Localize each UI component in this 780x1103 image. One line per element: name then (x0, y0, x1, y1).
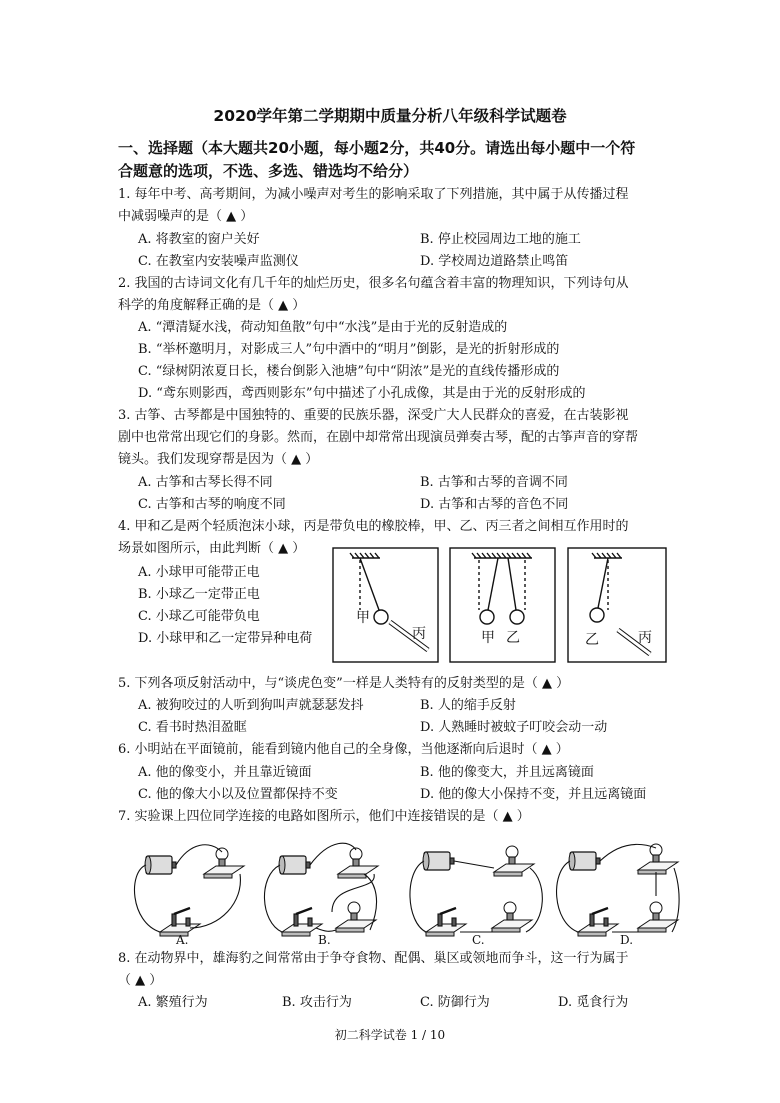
q1-option-a: A. 将教室的窗户关好 (138, 232, 260, 247)
ball-yi-3 (590, 608, 604, 622)
q4-option-c: C. 小球乙可能带负电 (138, 609, 260, 624)
circuit-a (134, 845, 244, 936)
q4-option-b: B. 小球乙一定带正电 (138, 587, 260, 602)
circuit-label-d: D. (620, 933, 634, 947)
q4-option-d: D. 小球甲和乙一定带异种电荷 (138, 631, 313, 646)
section-heading-line1: 一、选择题（本大题共20小题，每小题2分，共40分。请选出每小题中一个符 (118, 139, 636, 157)
q3-stem: 3. 古筝、古琴都是中国独特的、重要的民族乐器，深受广大人民群众的喜爱，在古装影视 (118, 408, 629, 423)
q4-stem-cont: 场景如图所示，由此判断（ ▲ ） (118, 541, 306, 556)
q7-circuit-figure (120, 832, 680, 948)
q2-option-a: A. “潭清疑水浅，荷动知鱼散”句中“水浅”是由于光的反射造成的 (138, 320, 508, 335)
q3-stem-cont1: 剧中也常常出现它们的身影。然而，在剧中却常常出现演员弹奏古琴，配的古筝声音的穿帮 (118, 430, 639, 445)
q8-option-c: C. 防御行为 (420, 995, 490, 1010)
q2-stem: 2. 我国的古诗词文化有几千年的灿烂历史，很多名句蕴含着丰富的物理知识，下列诗句从 (118, 276, 629, 291)
page-footer: 初二科学试卷 1 / 10 (334, 1028, 446, 1042)
q5-stem: 5. 下列各项反射活动中，与“谈虎色变”一样是人类特有的反射类型的是（ ▲ ） (118, 676, 570, 691)
q1-stem: 1. 每年中考、高考期间，为减小噪声对考生的影响采取了下列措施，其中属于从传播过程 (118, 187, 629, 202)
q1-option-c: C. 在教室内安装噪声监测仪 (138, 254, 299, 269)
q4-stem: 4. 甲和乙是两个轻质泡沫小球，丙是带负电的橡胶棒，甲、乙、丙三者之间相互作用时的 (118, 519, 629, 534)
q2-option-b: B. “举杯邀明月，对影成三人”句中酒中的“明月”倒影，是光的折射形成的 (138, 342, 560, 357)
circuit-b (264, 843, 378, 936)
q6-stem: 6. 小明站在平面镜前，能看到镜内他自己的全身像，当他逐渐向后退时（ ▲ ） (118, 742, 569, 757)
section-heading-line2: 合题意的选项，不选、多选、错选均不给分） (118, 162, 419, 180)
q4-option-a: A. 小球甲可能带正电 (138, 565, 260, 580)
q1-stem-cont: 中减弱噪声的是（ ▲ ） (118, 209, 254, 224)
ball-jia-1 (374, 610, 388, 624)
q8-option-d: D. 觅食行为 (558, 995, 629, 1010)
q8-stem-cont: （ ▲ ） (118, 973, 163, 988)
q3-option-a: A. 古筝和古琴长得不同 (138, 475, 273, 490)
circuit-label-c: C. (472, 933, 485, 947)
q6-option-d: D. 他的像大小保持不变，并且远离镜面 (420, 787, 647, 802)
q2-option-c: C. “绿树阴浓夏日长，楼台倒影入池塘”句中“阴浓”是光的直线传播形成的 (138, 364, 560, 379)
circuit-d (557, 844, 680, 936)
label-bing-3: 丙 (638, 630, 652, 646)
ball-jia-2 (480, 610, 494, 624)
q8-option-b: B. 攻击行为 (282, 995, 352, 1010)
circuit-label-a: A. (176, 933, 189, 947)
circuit-c (410, 846, 542, 936)
q5-option-b: B. 人的缩手反射 (420, 698, 516, 713)
ball-yi-2 (510, 610, 524, 624)
panel-2-frame (450, 548, 555, 662)
q2-stem-cont: 科学的角度解释正确的是（ ▲ ） (118, 298, 306, 313)
q6-option-a: A. 他的像变小，并且靠近镜面 (138, 765, 312, 780)
q1-option-b: B. 停止校园周边工地的施工 (420, 232, 581, 247)
label-yi-2: 乙 (506, 630, 520, 646)
q8-option-a: A. 繁殖行为 (138, 995, 208, 1010)
label-bing-1: 丙 (412, 626, 426, 642)
label-yi-3: 乙 (585, 632, 599, 648)
q3-option-d: D. 古筝和古琴的音色不同 (420, 497, 569, 512)
q5-option-a: A. 被狗咬过的人听到狗叫声就瑟瑟发抖 (138, 698, 364, 713)
label-jia-1: 甲 (356, 610, 370, 626)
q1-option-d: D. 学校周边道路禁止鸣笛 (420, 254, 569, 269)
q3-option-b: B. 古筝和古琴的音调不同 (420, 475, 568, 490)
q5-option-c: C. 看书时热泪盈眶 (138, 720, 247, 735)
page-title: 2020学年第二学期期中质量分析八年级科学试题卷 (213, 107, 567, 125)
q3-option-c: C. 古筝和古琴的响度不同 (138, 497, 286, 512)
q5-option-d: D. 人熟睡时被蚊子叮咬会动一动 (420, 720, 608, 735)
q2-option-d: D. “鸢东则影西，鸢西则影东”句中描述了小孔成像，其是由于光的反射形成的 (138, 386, 586, 401)
label-jia-2: 甲 (481, 630, 495, 646)
q3-stem-cont2: 镜头。我们发现穿帮是因为（ ▲ ） (118, 452, 319, 467)
q7-stem: 7. 实验课上四位同学连接的电路如图所示，他们中连接错误的是（ ▲ ） (118, 809, 530, 824)
q4-charge-figure (332, 546, 668, 666)
q8-stem: 8. 在动物界中，雄海豹之间常常由于争夺食物、配偶、巢区或领地而争斗，这一行为属于 (118, 951, 629, 966)
circuit-label-b: B. (318, 933, 331, 947)
q6-option-b: B. 他的像变大，并且远离镜面 (420, 765, 594, 780)
q6-option-c: C. 他的像大小以及位置都保持不变 (138, 787, 338, 802)
